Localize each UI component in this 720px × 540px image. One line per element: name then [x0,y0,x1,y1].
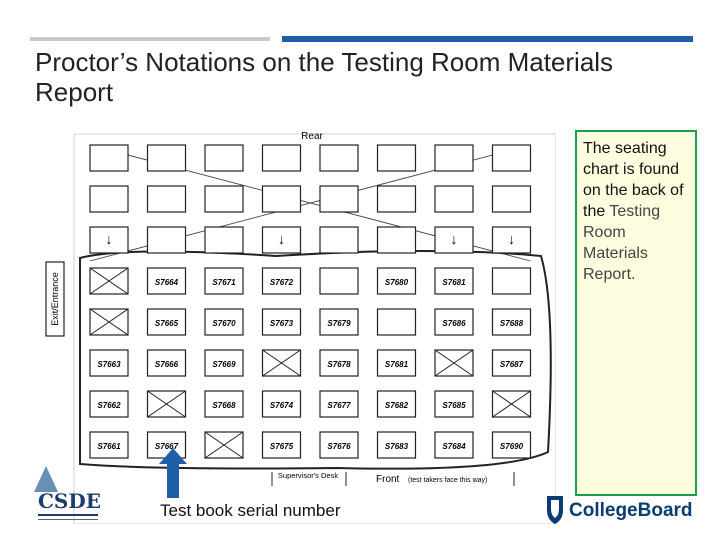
seat-serial-label: S7662 [97,401,121,410]
seat-box [435,186,473,212]
seat-box [320,186,358,212]
seat-box [205,186,243,212]
seat-serial-label: S7663 [97,360,121,369]
seat-serial-label: S7677 [327,401,351,410]
seat-box [378,309,416,335]
seat-box [320,145,358,171]
seat-serial-label: S7684 [442,442,466,451]
seat-serial-label: S7686 [442,319,466,328]
seat-box [493,268,531,294]
seat-serial-label: S7665 [154,319,179,328]
seat-serial-label: S7671 [212,278,236,287]
seat-box [148,227,186,253]
csde-logo [28,462,106,524]
seat-serial-label: S7666 [154,360,179,369]
collegeboard-logo [543,490,703,526]
seat-serial-label: S7670 [212,319,236,328]
seat-serial-label: S7687 [499,360,524,369]
serial-number-caption: Test book serial number [160,501,341,520]
up-arrow-icon [158,448,188,498]
collegeboard-logo-text: CollegeBoard [569,500,693,521]
callout-report-name: Testing Room Materials Report. [583,203,661,283]
exit-label: Exit/Entrance [50,272,60,326]
seat-box [263,186,301,212]
seat-arrow: ↓ [105,231,113,247]
callout-text: The seating chart is found on the back of the [583,140,684,220]
supervisor-desk-label: Supervisor's Desk [277,471,339,480]
seat-serial-label: S7681 [442,278,466,287]
seat-box [320,227,358,253]
front-note: (test takers face this way) [408,477,488,484]
seat-serial-label: S7678 [327,360,351,369]
seat-arrow: ↓ [450,231,458,247]
rear-label: Rear [301,131,323,142]
seat-arrow: ↓ [278,231,285,247]
seat-box [378,227,416,253]
front-label: Front [376,474,400,485]
title-divider-blue [282,36,693,42]
seat-serial-label: S7668 [212,401,236,410]
seat-box [148,186,186,212]
seat-serial-label: S7681 [384,360,409,369]
seat-serial-label: S7680 [384,278,409,287]
seating-chart [36,124,556,524]
seat-serial-label: S7685 [442,401,466,410]
seat-serial-label: S7676 [327,442,351,451]
seat-box [320,268,358,294]
seat-serial-label: S7675 [269,442,294,451]
seat-box [263,145,301,171]
seat-serial-label: S7683 [384,442,409,451]
seat-serial-label: S7688 [499,319,524,328]
seat-serial-label: S7672 [269,278,294,287]
seat-serial-label: S7664 [154,278,179,287]
csde-logo-text: CSDE [38,489,101,513]
seat-serial-label: S7669 [212,360,236,369]
seat-serial-label: S7679 [327,319,351,328]
slide-title: Proctor’s Notations on the Testing Room Materials Report [35,47,614,107]
seat-box [205,145,243,171]
seat-box [493,186,531,212]
seat-arrow: ↓ [508,231,515,247]
seat-serial-label: S7674 [269,401,294,410]
seat-serial-label: S7690 [499,442,524,451]
seat-serial-label: S7673 [269,319,294,328]
seat-box [435,145,473,171]
seat-box [90,145,128,171]
seat-box [90,186,128,212]
seat-box [205,227,243,253]
seat-box [378,145,416,171]
seat-serial-label: S7682 [384,401,409,410]
seat-box [378,186,416,212]
title-divider-gray [30,37,270,41]
seat-box [148,145,186,171]
seat-serial-label: S7661 [97,442,121,451]
seat-box [493,145,531,171]
seating-chart-callout [575,130,697,496]
seat-serial-label: S7667 [154,442,179,451]
